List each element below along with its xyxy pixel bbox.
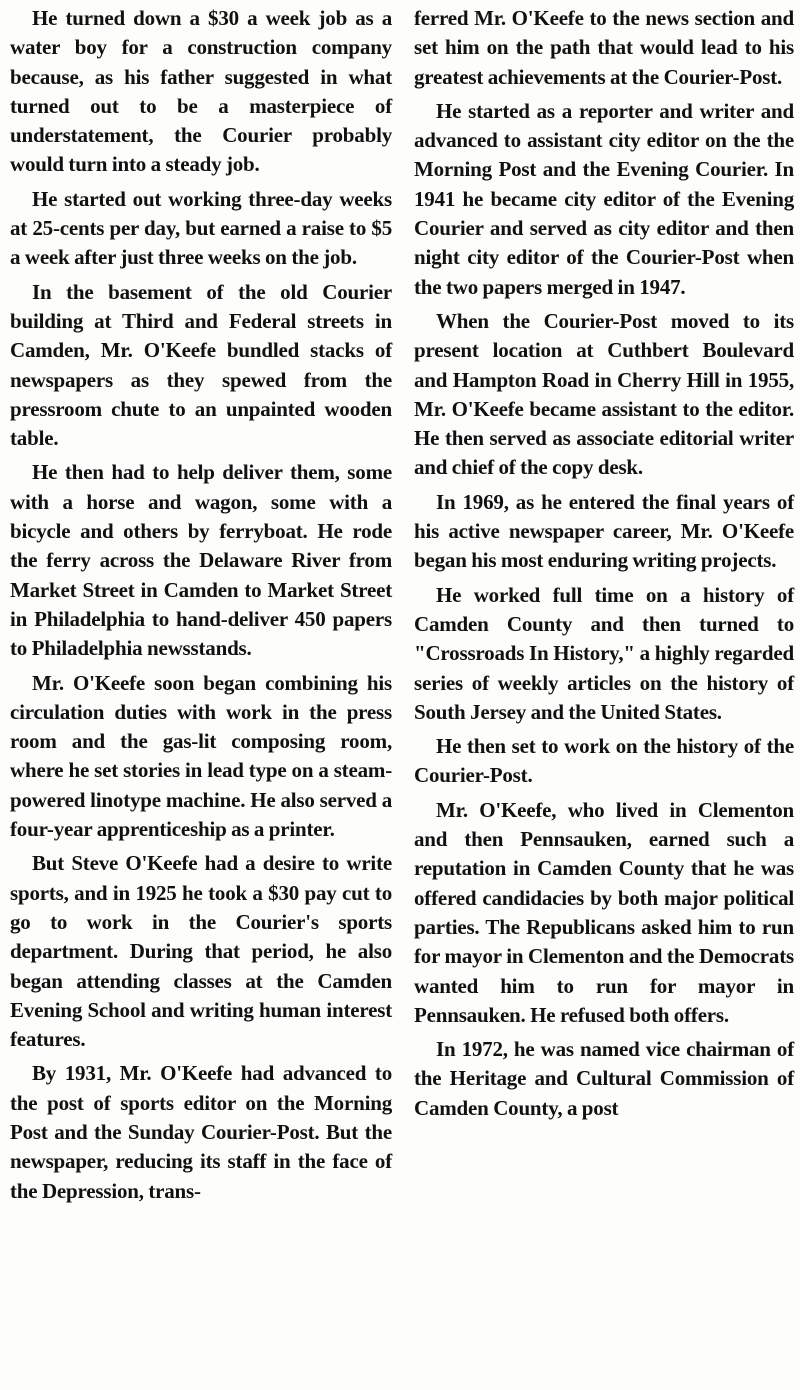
paragraph: In the basement of the old Courier building at Third and Federal streets in Camden, Mr. O'Keefe bundled stacks of newspapers as they spewed from the pressroom chute to an unpainted wooden table.	[10, 279, 392, 451]
paragraph: When the Courier-Post moved to its present location at Cuthbert Boulevard and Hampton Road in Cherry Hill in 1955, Mr. O'Keefe became assistant to the editor. He then served as associate editorial writer and chief of the copy desk.	[414, 308, 794, 480]
article-column-left	[10, 4, 392, 1211]
paragraph-continued: ferred Mr. O'Keefe to the news section and set him on the path that would lead to his greatest achievements at the Courier-Post.	[414, 6, 794, 89]
paragraph: He then had to help deliver them, some with a horse and wagon, some with a bicycle and others by ferryboat. He rode the ferry across the Delaware River from Market Street in Camden to Market Street in Philadelphia to hand-deliver 450 papers to Philadelphia newsstands.	[10, 460, 392, 661]
paragraph: Mr. O'Keefe, who lived in Clementon and then Pennsauken, earned such a reputation in Camden County that he was offered candidacies by both major political parties. The Republicans asked him to run for mayor in Clementon and the Democrats wanted him to run for mayor in Pennsauken. He refused both offers.	[414, 797, 794, 1027]
paragraph: He then set to work on the history of the Courier-Post.	[414, 734, 794, 788]
paragraph: He turned down a $30 a week job as a water boy for a construction company because, as his father suggested in what turned out to be a masterpiece of understatement, the Courier probably would turn into a steady job.	[10, 6, 392, 177]
paragraph: Mr. O'Keefe soon began combining his circulation duties with work in the press room and the gas-lit composing room, where he set stories in lead type on a steam-powered linotype machine. He also served a four-year apprenticeship as a printer.	[10, 670, 392, 842]
paragraph: But Steve O'Keefe had a desire to write sports, and in 1925 he took a $30 pay cut to go to work in the Courier's sports department. During that period, he also began attending classes at the Camden Evening School and writing human interest features.	[10, 851, 392, 1052]
paragraph: He started out working three-day weeks at 25-cents per day, but earned a raise to $5 a week after just three weeks on the job.	[10, 186, 392, 270]
paragraph: In 1972, he was named vice chairman of the Heritage and Cultural Commission of Camden County, a post	[414, 1037, 794, 1120]
paragraph: He started as a reporter and writer and advanced to assistant city editor on the the Morning Post and the Evening Courier. In 1941 he became city editor of the Evening Courier and served as city editor and then night city editor of the Courier-Post when the two papers merged in 1947.	[414, 98, 794, 299]
article-column-right	[414, 4, 794, 1128]
paragraph: By 1931, Mr. O'Keefe had advanced to the post of sports editor on the Morning Post and the Sunday Courier-Post. But the newspaper, reducing its staff in the face of the Depression, trans-	[10, 1061, 392, 1203]
paragraph: In 1969, as he entered the final years of his active newspaper career, Mr. O'Keefe began his most enduring writing projects.	[414, 489, 794, 573]
paragraph: He worked full time on a history of Camden County and then turned to "Crossroads In History," a highly regarded series of weekly articles on the history of South Jersey and the United States.	[414, 582, 794, 724]
